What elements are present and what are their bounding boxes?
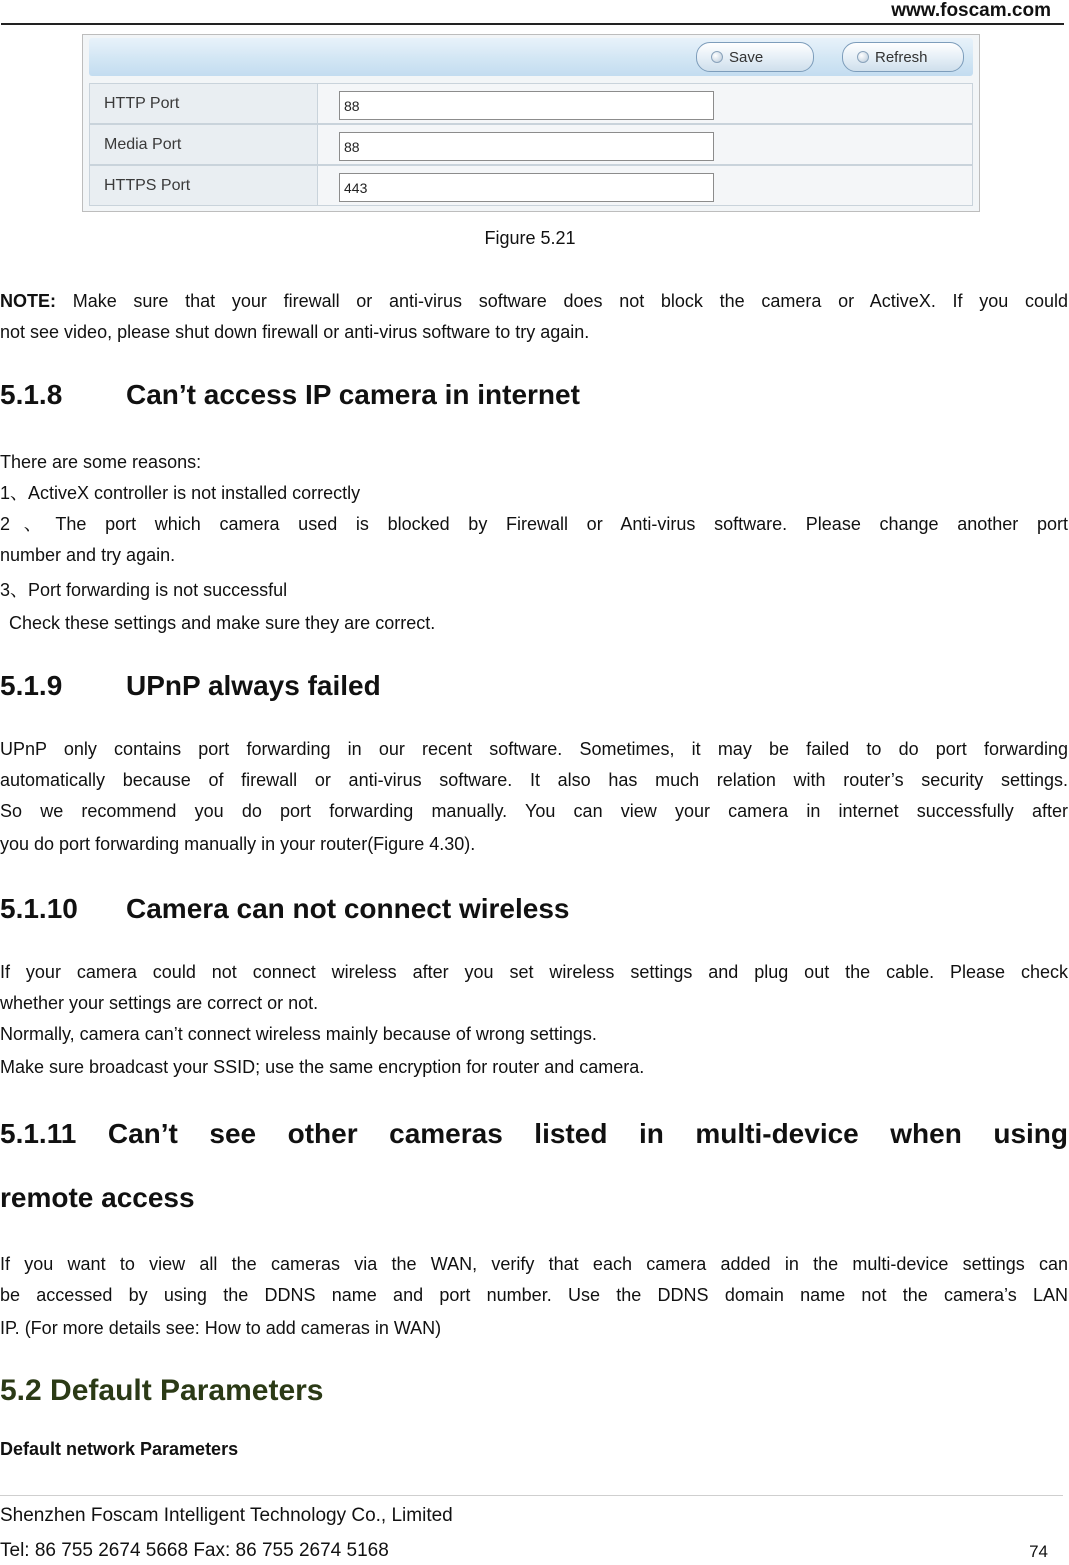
paragraph-line: If you want to view all the cameras via the WAN, verify that each camera added in the multi-device settings can (0, 1254, 1068, 1274)
footer-company: Shenzhen Foscam Intelligent Technology Co., Limited (0, 1505, 453, 1526)
page-number: 74 (1029, 1542, 1048, 1561)
heading-5-1-10 (0, 893, 570, 925)
note-label: NOTE: (0, 291, 56, 311)
paragraph-line: whether your settings are correct or not. (0, 993, 319, 1013)
https-port-cell (317, 165, 973, 206)
media-port-label: Media Port (89, 124, 317, 165)
footer-rule (0, 1495, 1063, 1496)
list-item: 3、Port forwarding is not successful (0, 580, 288, 600)
figure-toolbar (89, 38, 973, 76)
subheading: Default network Parameters (0, 1439, 239, 1459)
paragraph-line: be accessed by using the DDNS name and port number. Use the DDNS domain name not the camera’s LAN (0, 1285, 1068, 1305)
paragraph-line: automatically because of firewall or anti-virus software. It also has much relation with router’s security settings. (0, 770, 1068, 790)
refresh-label: Refresh (875, 48, 928, 66)
paragraph-line: So we recommend you do port forwarding manually. You can view your camera in internet successfully after (0, 801, 1068, 821)
media-port-input[interactable]: 88 (339, 132, 714, 161)
heading-number: 5.1.9 (0, 670, 63, 701)
footer-contact: Tel: 86 755 2674 5668 Fax: 86 755 2674 5168 (0, 1540, 389, 1561)
note-line-2: not see video, please shut down firewall or anti-virus software to try again. (0, 322, 590, 342)
save-label: Save (729, 48, 764, 66)
paragraph-line: Make sure broadcast your SSID; use the same encryption for router and camera. (0, 1057, 645, 1077)
paragraph-line: UPnP only contains port forwarding in our recent software. Sometimes, it may be failed to do port forwarding (0, 739, 1068, 759)
list-item: 1、ActiveX controller is not installed correctly (0, 483, 361, 503)
heading-number: 5.1.8 (0, 379, 63, 410)
note-text-1: Make sure that your firewall or anti-virus software does not block the camera or ActiveX. If you could (56, 291, 1068, 311)
paragraph-line: IP. (For more details see: How to add cameras in WAN) (0, 1318, 442, 1338)
paragraph: There are some reasons: (0, 452, 202, 472)
note-line-1 (0, 286, 1068, 317)
port-settings-figure (82, 34, 980, 212)
heading-title: Can’t see other cameras listed in multi-device when using (107, 1118, 1069, 1149)
paragraph-line: Normally, camera can’t connect wireless mainly because of wrong settings. (0, 1024, 597, 1044)
list-item-continued: number and try again. (0, 545, 176, 565)
heading-5-1-8 (0, 379, 580, 411)
heading-5-1-11 (0, 1118, 1068, 1150)
heading-5-1-9 (0, 670, 381, 702)
header-url: www.foscam.com (891, 0, 1051, 21)
heading-number: 5.1.11 (0, 1118, 77, 1149)
heading-title: Camera can not connect wireless (126, 893, 570, 924)
heading-title: UPnP always failed (126, 670, 381, 701)
paragraph: Check these settings and make sure they are correct. (9, 613, 436, 633)
http-port-label: HTTP Port (89, 83, 317, 124)
save-button[interactable] (696, 42, 814, 72)
http-port-row (89, 83, 973, 124)
list-item: 2、The port which camera used is blocked by Firewall or Anti-virus software. Please change another port (0, 514, 1068, 534)
media-port-cell (317, 124, 973, 165)
paragraph-line: you do port forwarding manually in your router(Figure 4.30). (0, 834, 476, 854)
heading-number: 5.1.10 (0, 893, 78, 924)
heading-5-2: 5.2 Default Parameters (0, 1374, 324, 1407)
refresh-button[interactable] (842, 42, 964, 72)
refresh-icon (857, 51, 869, 63)
https-port-row (89, 165, 973, 206)
header-rule (1, 23, 1064, 25)
heading-title: Can’t access IP camera in internet (126, 379, 580, 410)
figure-caption: Figure 5.21 (484, 228, 576, 248)
https-port-label: HTTPS Port (89, 165, 317, 206)
heading-5-1-11-continued: remote access (0, 1182, 195, 1213)
paragraph-line: If your camera could not connect wireless after you set wireless settings and plug out the cable. Please check (0, 962, 1068, 982)
save-icon (711, 51, 723, 63)
media-port-row (89, 124, 973, 165)
https-port-input[interactable]: 443 (339, 173, 714, 202)
http-port-cell (317, 83, 973, 124)
http-port-input[interactable]: 88 (339, 91, 714, 120)
